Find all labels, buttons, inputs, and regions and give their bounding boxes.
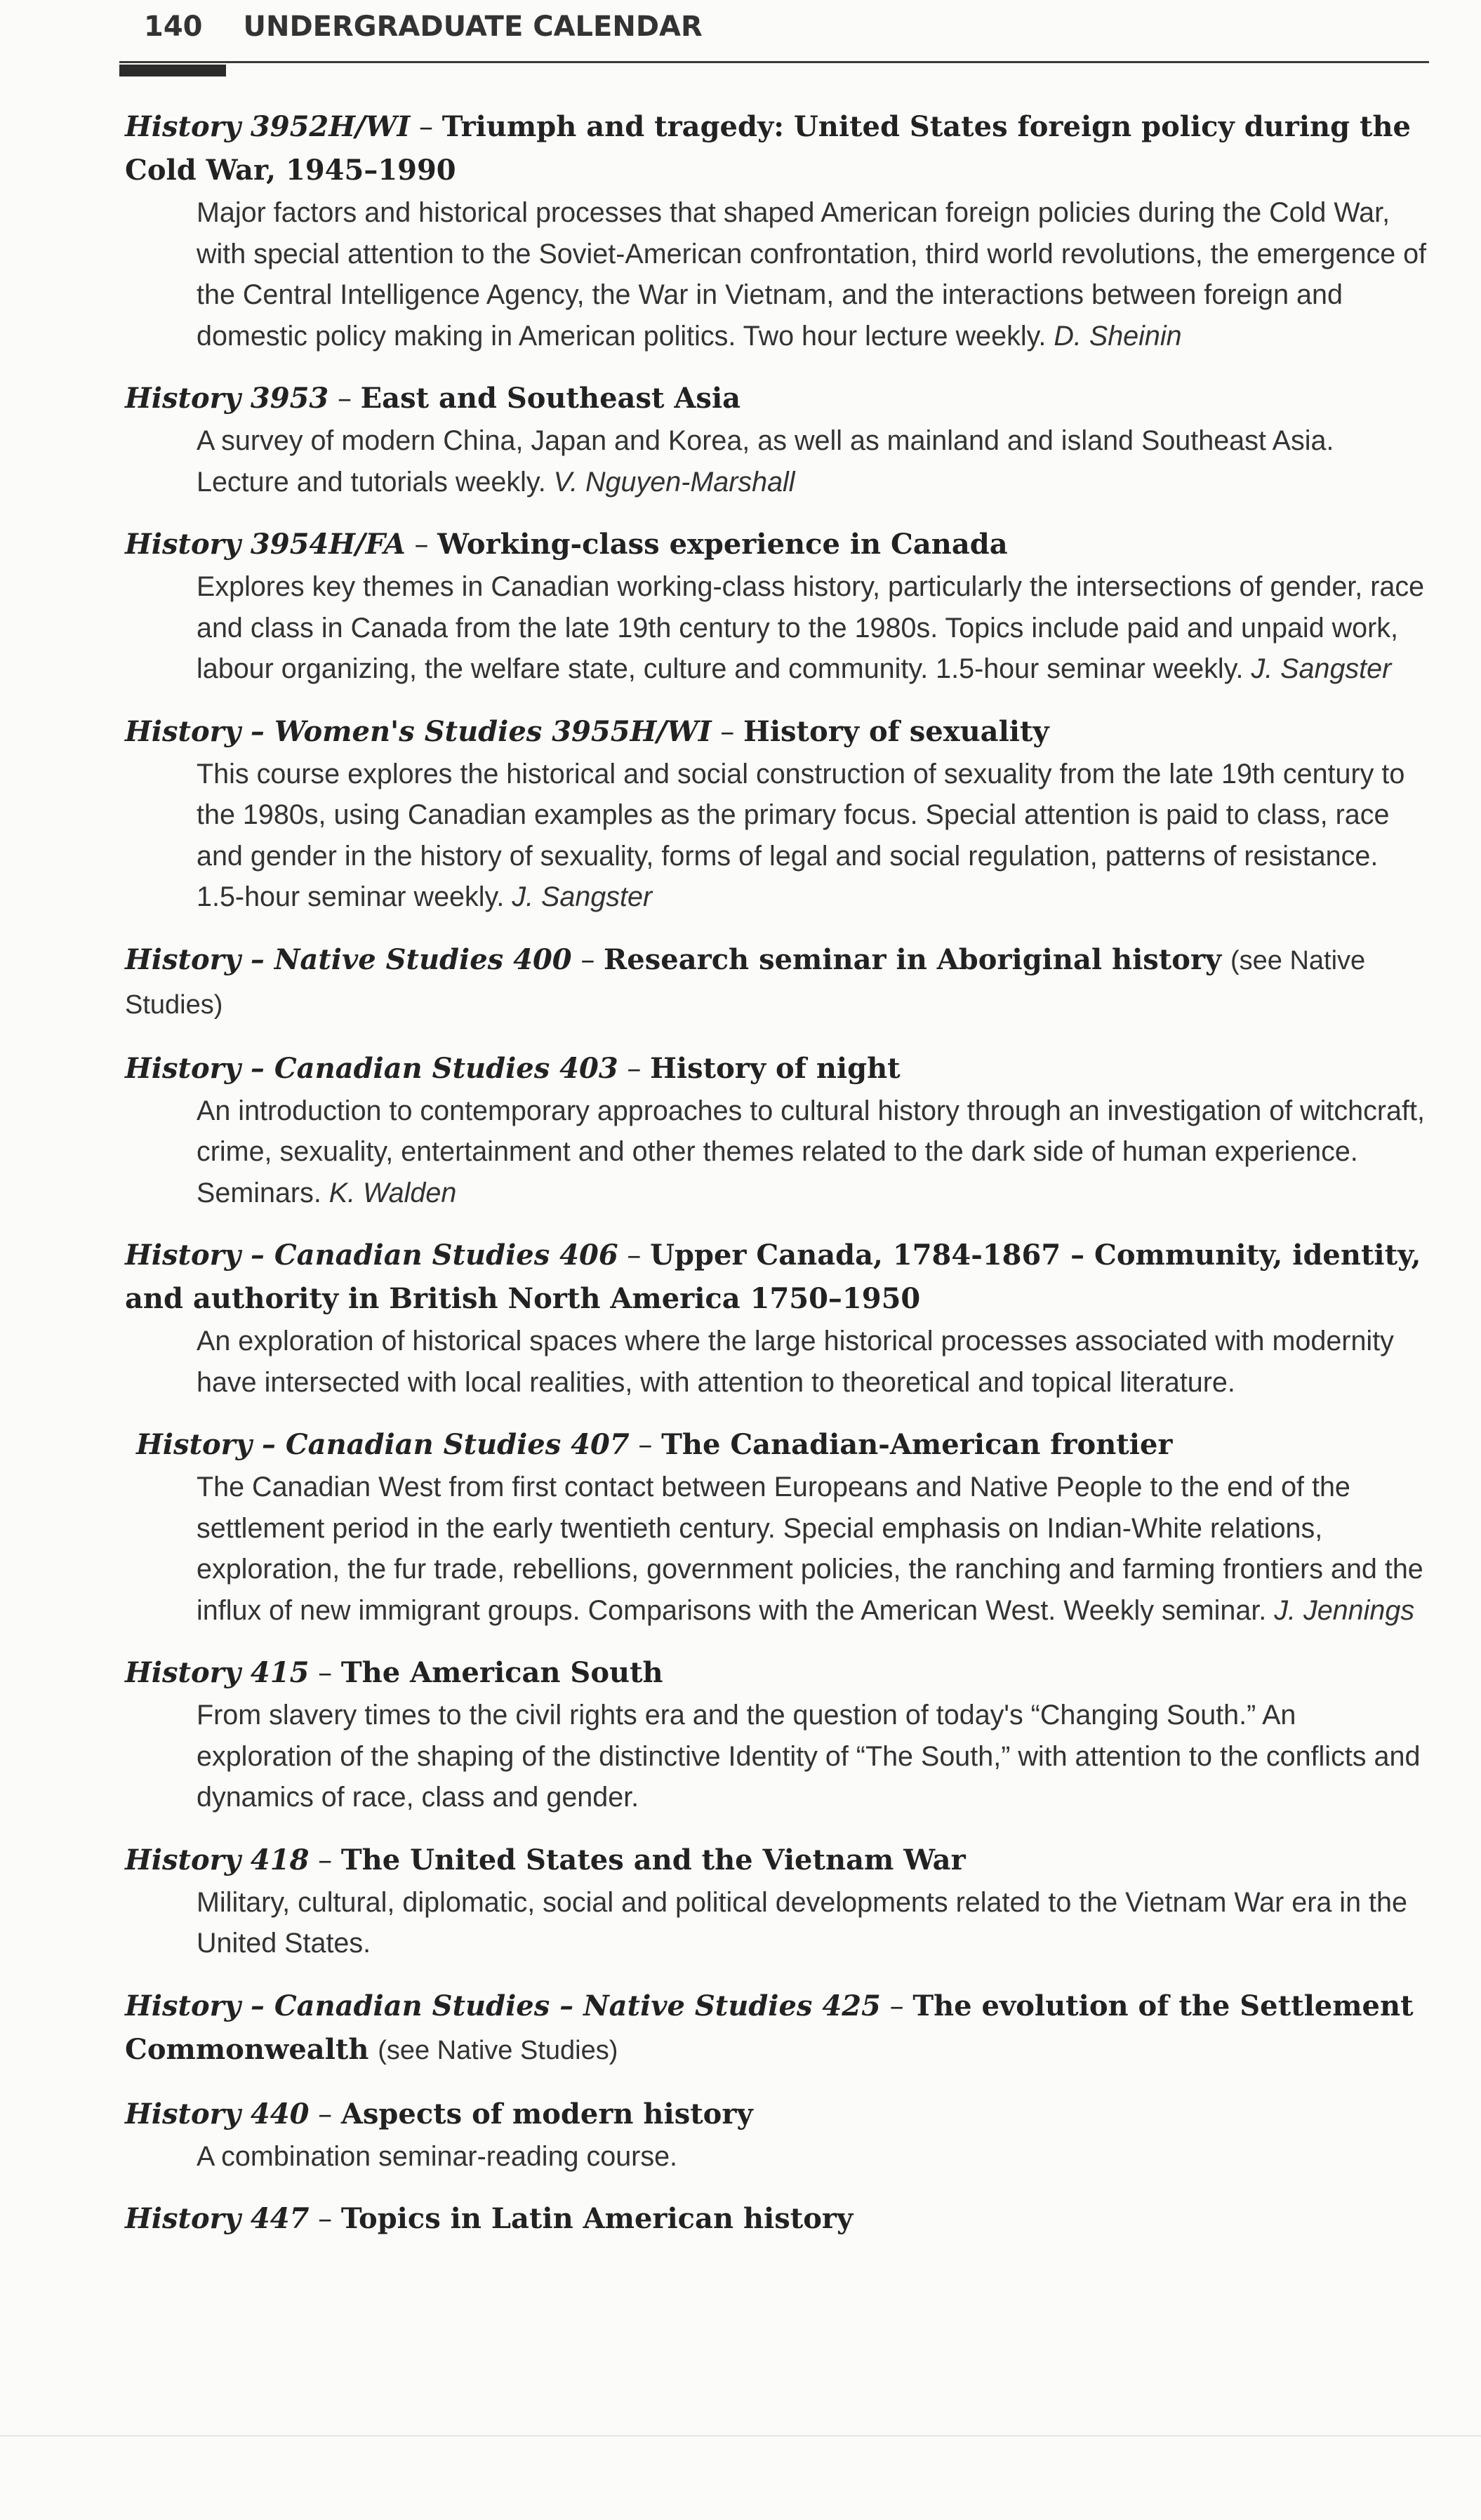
course-entry bbox=[125, 1651, 1432, 1818]
course-heading: History – Canadian Studies 403 – History of night bbox=[125, 1051, 901, 1085]
course-entry bbox=[125, 1985, 1432, 2072]
course-description bbox=[197, 1695, 1432, 1818]
course-heading: History 3953 – East and Southeast Asia bbox=[125, 382, 741, 415]
course-entry bbox=[125, 1047, 1432, 1214]
course-title: History of night bbox=[650, 1051, 901, 1085]
header-rule bbox=[119, 61, 1429, 63]
course-code: History 3954H/FA bbox=[125, 528, 406, 561]
cross-reference-note: (see Native Studies) bbox=[125, 945, 1366, 1020]
description-text: An exploration of historical spaces where the large historical processes associated with modernity have intersected with local realities, with attention to theoretical and topical literature. bbox=[197, 1326, 1394, 1398]
course-code: History – Women's Studies 3955H/WI bbox=[125, 714, 712, 748]
course-code: History – Canadian Studies 407 bbox=[136, 1428, 630, 1461]
course-instructor: K. Walden bbox=[328, 1177, 457, 1208]
course-code: History 440 bbox=[125, 2097, 310, 2131]
course-entry bbox=[125, 2093, 1432, 2178]
course-list bbox=[125, 105, 1432, 2261]
course-description bbox=[197, 566, 1432, 690]
course-heading: History 447 – Topics in Latin American history bbox=[125, 2202, 854, 2235]
course-entry bbox=[125, 938, 1432, 1027]
course-heading: History – Canadian Studies 407 – The Canadian-American frontier bbox=[136, 1428, 1173, 1461]
course-entry bbox=[125, 1423, 1432, 1631]
course-description bbox=[197, 1091, 1432, 1214]
course-heading: History 440 – Aspects of modern history bbox=[125, 2097, 753, 2131]
course-code: History – Canadian Studies 403 bbox=[125, 1051, 618, 1085]
course-heading: History 418 – The United States and the Vietnam War bbox=[125, 1843, 966, 1876]
course-title: Working-class experience in Canada bbox=[437, 528, 1008, 561]
description-text: This course explores the historical and social construction of sexuality from the late 19th century to the 1980s, using Canadian examples as the primary focus. Special attention is paid to class, race and gender in the history of sexuality, forms of legal and social regulation, patterns of resistance. 1.5-hour seminar weekly. bbox=[197, 758, 1405, 912]
header-rule-tab bbox=[119, 65, 226, 76]
course-title: The United States and the Vietnam War bbox=[340, 1843, 966, 1876]
course-heading: History – Canadian Studies 406 – Upper Canada, 1784-1867 – Community, identity, and authority in British North America 1750–1950 bbox=[125, 1239, 1421, 1315]
course-entry bbox=[125, 710, 1432, 918]
course-code: History – Canadian Studies 406 bbox=[125, 1239, 618, 1272]
course-description bbox=[197, 754, 1432, 918]
course-title: The evolution of the Settlement Commonwealth bbox=[125, 1989, 1414, 2066]
course-title: Triumph and tragedy: United States foreign policy during the Cold War, 1945–1990 bbox=[125, 110, 1411, 187]
course-heading: History – Native Studies 400 – Research seminar in Aboriginal history (see Native Studies) bbox=[125, 942, 1366, 1020]
course-code: History 3953 bbox=[125, 382, 329, 415]
course-entry bbox=[125, 523, 1432, 690]
page-number: 140 bbox=[144, 11, 203, 43]
course-title: The Canadian-American frontier bbox=[661, 1428, 1173, 1461]
course-title: East and Southeast Asia bbox=[360, 382, 741, 415]
course-heading: History 3952H/WI – Triumph and tragedy: United States foreign policy during the Cold War, 1945–1990 bbox=[125, 110, 1411, 187]
course-heading: History 415 – The American South bbox=[125, 1656, 663, 1689]
description-text: Military, cultural, diplomatic, social and political developments related to the Vietnam War era in the United States. bbox=[197, 1886, 1407, 1959]
course-description bbox=[197, 2136, 1432, 2178]
description-text: An introduction to contemporary approaches to cultural history through an investigation of witchcraft, crime, sexuality, entertainment and other themes related to the dark side of human experience. Seminars. bbox=[197, 1095, 1425, 1208]
course-title: Upper Canada, 1784-1867 – Community, identity, and authority in British North America 1750–1950 bbox=[125, 1239, 1421, 1315]
course-code: History – Native Studies 400 bbox=[125, 942, 572, 976]
course-instructor: J. Jennings bbox=[1274, 1594, 1415, 1626]
course-entry bbox=[125, 1234, 1432, 1403]
course-code: History 447 bbox=[125, 2202, 310, 2235]
course-instructor: J. Sangster bbox=[1251, 653, 1392, 684]
course-instructor: D. Sheinin bbox=[1054, 320, 1182, 352]
course-title: Topics in Latin American history bbox=[340, 2202, 854, 2235]
course-heading: History – Women's Studies 3955H/WI – History of sexuality bbox=[125, 714, 1049, 748]
course-description bbox=[197, 1321, 1432, 1403]
description-text: Explores key themes in Canadian working-class history, particularly the intersections of gender, race and class in Canada from the late 19th century to the 1980s. Topics include paid and unpaid work, labour organizing, the welfare state, culture and community. 1.5-hour seminar weekly. bbox=[197, 571, 1425, 684]
course-heading: History – Canadian Studies – Native Studies 425 – The evolution of the Settlement Commonwealth (see Native Studies) bbox=[125, 1989, 1414, 2066]
course-entry bbox=[125, 2197, 1432, 2241]
course-description bbox=[197, 420, 1432, 502]
course-code: History 418 bbox=[125, 1843, 310, 1876]
course-title: History of sexuality bbox=[743, 714, 1049, 748]
page-bottom-edge bbox=[0, 2435, 1481, 2436]
course-code: History 3952H/WI bbox=[125, 110, 411, 143]
description-text: The Canadian West from first contact between Europeans and Native People to the end of the settlement period in the early twentieth century. Special emphasis on Indian-White relations, exploration, the fur trade, rebellions, government policies, the ranching and farming frontiers and the influx of new immigrant groups. Comparisons with the American West. Weekly seminar. bbox=[197, 1472, 1423, 1626]
course-description bbox=[197, 1882, 1432, 1964]
course-instructor: J. Sangster bbox=[512, 881, 653, 912]
description-text: A survey of modern China, Japan and Korea, as well as mainland and island Southeast Asia. Lecture and tutorials weekly. bbox=[197, 425, 1334, 498]
course-entry bbox=[125, 377, 1432, 502]
page-header bbox=[144, 11, 703, 43]
cross-reference-note: (see Native Studies) bbox=[378, 2035, 618, 2065]
course-description bbox=[197, 1467, 1432, 1631]
course-instructor: V. Nguyen-Marshall bbox=[553, 466, 795, 498]
description-text: From slavery times to the civil rights era and the question of today's “Changing South.” An exploration of the shaping of the distinctive Identity of “The South,” with attention to the conflicts and dynamics of race, class and gender. bbox=[197, 1700, 1421, 1813]
description-text: Major factors and historical processes that shaped American foreign policies during the Cold War, with special attention to the Soviet-American confrontation, third world revolutions, the emergence of the Central Intelligence Agency, the War in Vietnam, and the interactions between foreign and domestic policy making in American politics. Two hour lecture weekly. bbox=[197, 197, 1427, 352]
description-text: A combination seminar-reading course. bbox=[197, 2140, 678, 2172]
course-title: Research seminar in Aboriginal history bbox=[604, 942, 1222, 976]
course-description bbox=[197, 192, 1432, 356]
course-entry bbox=[125, 1839, 1432, 1964]
course-title: Aspects of modern history bbox=[340, 2097, 753, 2131]
course-entry bbox=[125, 105, 1432, 356]
course-code: History 415 bbox=[125, 1656, 310, 1689]
running-title: UNDERGRADUATE CALENDAR bbox=[243, 11, 703, 43]
course-code: History – Canadian Studies – Native Studies 425 bbox=[125, 1989, 881, 2022]
course-title: The American South bbox=[340, 1656, 663, 1689]
course-heading: History 3954H/FA – Working-class experience in Canada bbox=[125, 528, 1008, 561]
